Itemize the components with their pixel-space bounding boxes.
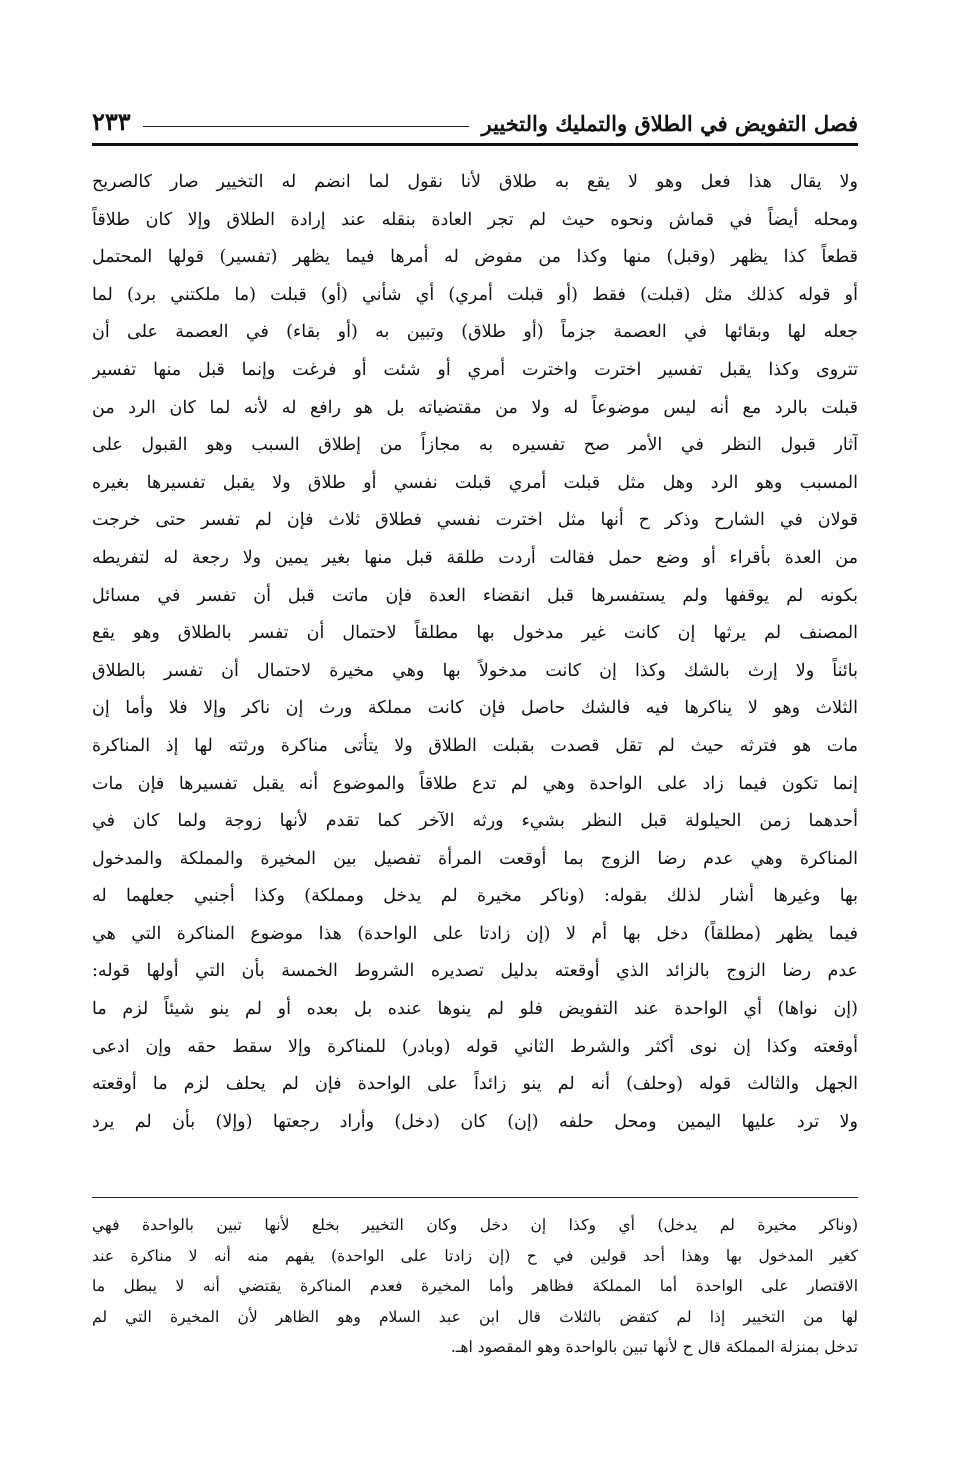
text-line: المسبب وهو الرد وهل مثل قبلت أمري قبلت نفسي أو طلاق ولا يقبل تفسيرها بغيره xyxy=(92,472,858,493)
footnote-rule xyxy=(92,1197,858,1198)
page-number: ٢٣٣ xyxy=(92,107,131,136)
text-line: المصنف لم يرثها إن كانت غير مدخول بها مطلقاً لاحتمال أن تفسر بالطلاق وهو يقع xyxy=(92,623,858,644)
main-text xyxy=(92,164,858,1141)
text-line: مات هو فترثه حيث لم تقل قصدت بقبلت الطلاق ولا يتأتى مناكرة ورثته لها إذ المناكرة xyxy=(92,735,858,756)
header-rule xyxy=(92,143,858,146)
footnote-line: الاقتصار على الواحدة أما المملكة فظاهر وأما المخيرة فعدم المناكرة يقتضي أنه لا يبطل ما xyxy=(92,1277,858,1295)
text-line: عدم رضا الزوج بالزائد الذي أوقعته بدليل تصديره الشروط الخمسة بأن التي أولها قوله: xyxy=(92,961,858,982)
text-line: ومحله أيضاً في قماش ونحوه حيث لم تجر العادة بنقله عند إرادة الطلاق وإلا كان طلاقاً xyxy=(92,209,858,230)
footnote-line: تدخل بمنزلة المملكة قال ح لأنها تبين بالواحدة وهو المقصود اهـ. xyxy=(450,1338,858,1356)
text-line: جعله لها وبقائها في العصمة جزماً (أو طلاق) وتبين به (أو بقاء) في العصمة على أن xyxy=(92,322,858,343)
text-line: (إن نواها) أي الواحدة عند التفويض فلو لم ينوها عنده بل بعده أو لم ينو شيئاً لزم ما xyxy=(92,999,858,1020)
text-line: المناكرة وهي عدم رضا الزوج بما أوقعت المرأة تفصيل بين المخيرة والمملكة والمدخول xyxy=(92,848,858,869)
text-line: من العدة بأقراء أو وضع حمل فقالت أردت طلقة قبل منها بغير يمين ولا رجعة له لتفريطه xyxy=(92,547,858,568)
text-line: ولا يقال هذا فعل وهو لا يقع به طلاق لأنا نقول لما انضم له التخيير صار كالصريح xyxy=(92,172,858,192)
footnote-line: كغير المدخول بها وهذا أحد قولين في ح (إن زادتا على الواحدة) يفهم منه أنه لا مناكرة عند xyxy=(92,1246,858,1265)
text-line: ولا ترد عليها اليمين ومحل حلفه (إن) كان (دخل) وأراد رجعتها (وإلا) بأن لم يرد xyxy=(92,1111,858,1132)
footnote xyxy=(92,1210,858,1363)
text-line: الثلاث وهو لا يناكرها فيه فالشك حاصل فإن كانت مملكة ورث إن ناكر وإلا فلا وأما إن xyxy=(92,698,858,719)
chapter-title: فصل التفويض في الطلاق والتمليك والتخيير xyxy=(481,111,858,136)
text-line: بها وغيرها أشار لذلك بقوله: (وناكر مخيرة لم يدخل ومملكة) وكذا أجنبي جعلهما له xyxy=(92,886,858,907)
text-line: بكونه لم يوقفها ولم يستفسرها قبل انقضاء العدة فإن ماتت قبل أن تفسر في مسائل xyxy=(92,585,858,606)
text-line: أحدهما زمن الحيلولة قبل النظر بشيء ورثه الآخر كما تقدم لأنها زوجة ولما كان في xyxy=(92,811,858,832)
text-line: الجهل والثالث قوله (وحلف) أنه لم ينو زائداً على الواحدة فإن لم يحلف لزم ما أوقعته xyxy=(92,1074,858,1095)
text-line: فيما يظهر (مطلقاً) دخل بها أم لا (إن زادتا على الواحدة) هذا موضوع المناكرة التي هي xyxy=(92,923,858,944)
text-line: أوقعته وكذا إن نوى أكثر والشرط الثاني قوله (وبادر) للمناكرة وإلا سقط حقه وإن ادعى xyxy=(92,1036,858,1057)
text-line: أو قوله كذلك مثل (قبلت) فقط (أو قبلت أمري) أي شأني (أو) قبلت (ما ملكتني برد) لما xyxy=(92,284,858,305)
text-line: تتروى وكذا يقبل تفسير اخترت واخترت أمري أو شئت أو فرغت وإنما قبل منها تفسير xyxy=(92,359,858,380)
header-leader-line xyxy=(143,126,470,127)
text-line: آثار قبول النظر في الأمر صح تفسيره به مجازاً من إطلاق السبب وهو القبول على xyxy=(92,435,858,456)
footnote-line: لها من التخيير إذا لم كتقض بالثلاث قال ابن عبد السلام وهو الظاهر لأن المخيرة التي لم xyxy=(92,1307,858,1326)
text-line: قطعاً كذا يظهر (وقبل) منها وكذا من مفوض له أمرها فيما يظهر (تفسير) قولها المحتمل xyxy=(92,247,858,268)
text-line: بائناً ولا إرث بالشك وكذا إن كانت مدخولاً بها وهي مخيرة لاحتمال أن تفسر بالطلاق xyxy=(92,660,858,681)
text-line: قبلت بالرد مع أنه ليس موضوعاً له ولا من مقتضياته بل هو رافع له لأنه لما كان الرد من xyxy=(92,397,858,418)
footnote-line: (وناكر مخيرة لم يدخل) أي وكذا إن دخل وكان التخيير بخلع لأنها تبين بالواحدة فهي xyxy=(92,1216,858,1234)
text-line: إنما تكون فيما زاد على الواحدة وهي لم تدع طلاقاً والموضوع أنه يقبل تفسيرها فإن مات xyxy=(92,773,858,794)
running-header xyxy=(92,96,858,136)
text-line: قولان في الشارح وذكر ح أنها مثل اخترت نفسي فطلاق ثلاث فإن لم تفسر حتى خرجت xyxy=(92,510,858,531)
